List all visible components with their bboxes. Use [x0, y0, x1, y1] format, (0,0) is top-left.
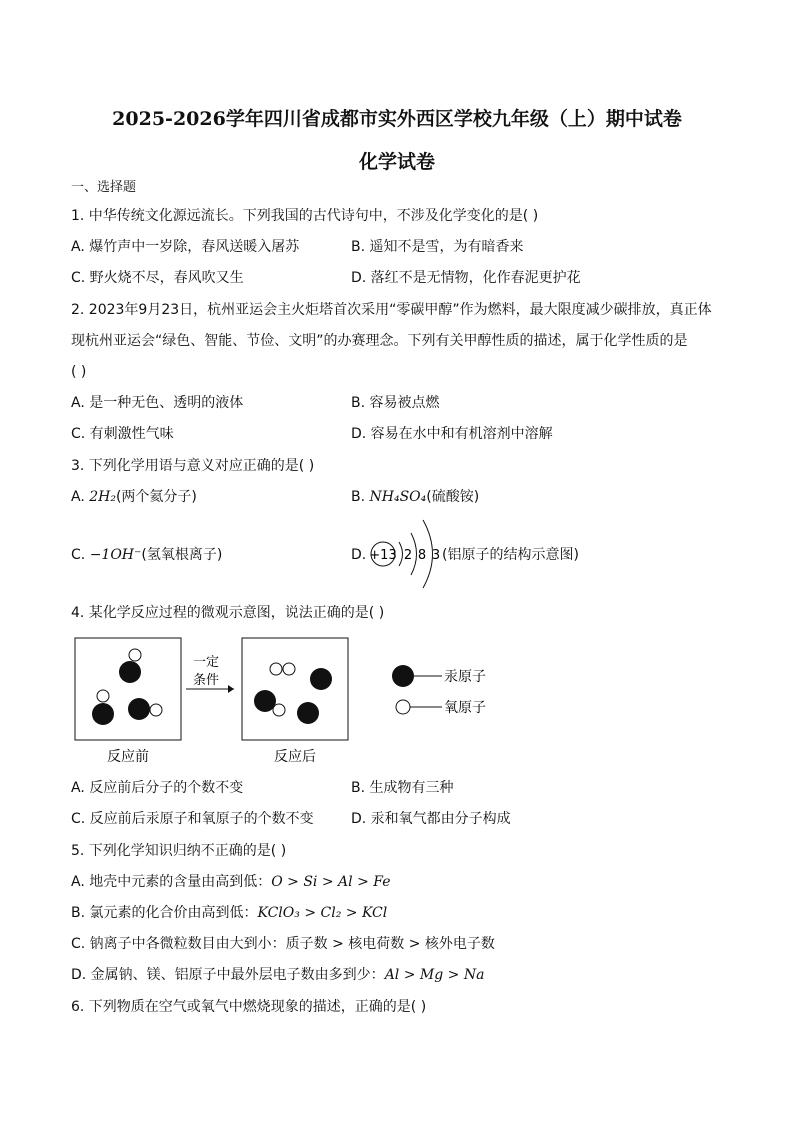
q1-option-b: B. 遥知不是雪，为有暗香来 [351, 239, 524, 255]
shell-2-electrons: 8 [417, 548, 427, 563]
option-letter: A. [71, 489, 90, 505]
oxygen-atom [97, 690, 109, 702]
mercury-atom [128, 698, 150, 720]
mercury-atom [310, 668, 332, 690]
arrow-head-icon [228, 685, 234, 693]
q2-stem-line2: 现杭州亚运会“绿色、智能、节俭、文明”的办赛理念。下列有关甲醇性质的描述，属于化学性质的是 [71, 333, 688, 349]
mercury-atom [297, 702, 319, 724]
exam-subtitle: 化学试卷 [358, 151, 435, 173]
q4-option-b: B. 生成物有三种 [351, 780, 454, 796]
formula: NH₄SO₄ [369, 489, 427, 505]
after-label: 反应后 [274, 749, 316, 765]
legend-oxygen-icon [396, 700, 410, 714]
oxygen-atom [273, 704, 285, 716]
q3-stem: 3. 下列化学用语与意义对应正确的是( ) [71, 458, 315, 474]
shell-1-electrons: 2 [403, 548, 413, 563]
q5-option-c: C. 钠离子中各微粒数目由大到小：质子数 > 核电荷数 > 核外电子数 [71, 936, 495, 952]
q4-option-a: A. 反应前后分子的个数不变 [71, 780, 244, 796]
oxygen-atom [270, 663, 282, 675]
q3-option-d-label: D. [351, 547, 367, 563]
formula: KClO₃ > Cl₂ > KCl [257, 905, 388, 921]
formula: O > Si > Al > Fe [271, 874, 391, 890]
q3-option-c [71, 545, 222, 565]
reaction-diagram [70, 630, 510, 770]
q2-stem-line3: ( ) [71, 364, 87, 380]
q5-stem: 5. 下列化学知识归纳不正确的是( ) [71, 843, 287, 859]
q6-stem: 6. 下列物质在空气或氧气中燃烧现象的描述，正确的是( ) [71, 999, 427, 1015]
q2-option-d: D. 容易在水中和有机溶剂中溶解 [351, 426, 553, 442]
condition-bottom: 条件 [192, 673, 220, 688]
q1-option-c: C. 野火烧不尽，春风吹又生 [71, 270, 244, 286]
formula: 2H₂ [89, 489, 116, 505]
oxygen-atom [150, 704, 162, 716]
q2-option-a: A. 是一种无色、透明的液体 [71, 395, 244, 411]
legend-oxygen-label: 氧原子 [444, 700, 486, 716]
q2-option-b: B. 容易被点燃 [351, 395, 440, 411]
q5-option-a [71, 872, 391, 892]
nucleus-charge: +13 [369, 548, 397, 563]
section-heading: 一、选择题 [71, 180, 137, 195]
q4-option-d: D. 汞和氧气都由分子构成 [351, 811, 511, 827]
formula: −1OH⁻ [89, 547, 142, 563]
option-letter: B. [351, 489, 370, 505]
q5-option-b [71, 903, 387, 923]
mercury-atom [119, 661, 141, 683]
shell-3-electrons: 3 [431, 548, 441, 563]
before-box [75, 638, 181, 740]
q3-option-d-text: (铝原子的结构示意图) [442, 547, 579, 563]
q1-option-d: D. 落红不是无情物，化作春泥更护花 [351, 270, 581, 286]
before-label: 反应前 [107, 749, 149, 765]
oxygen-atom [129, 649, 141, 661]
option-text: A. 地壳中元素的含量由高到低： [71, 874, 272, 890]
option-text: (硫酸铵) [426, 489, 480, 505]
legend-mercury-icon [392, 665, 414, 687]
legend-mercury-label: 汞原子 [444, 669, 486, 685]
formula: Al > Mg > Na [384, 967, 485, 983]
q1-option-a: A. 爆竹声中一岁除，春风送暖入屠苏 [71, 239, 300, 255]
q2-stem-line1: 2. 2023年9月23日，杭州亚运会主火炬塔首次采用“零碳甲醇”作为燃料，最大限度减少碳排放，真正体 [71, 302, 712, 318]
mercury-atom [92, 703, 114, 725]
oxygen-atom [283, 663, 295, 675]
condition-top: 一定 [192, 655, 220, 670]
after-box [242, 638, 348, 740]
option-text: D. 金属钠、镁、铝原子中最外层电子数由多到少： [71, 967, 385, 983]
q3-option-b [351, 487, 479, 507]
option-text: (两个氦分子) [115, 489, 197, 505]
q5-option-d [71, 965, 484, 985]
option-text: B. 氯元素的化合价由高到低： [71, 905, 258, 921]
q4-option-c: C. 反应前后汞原子和氧原子的个数不变 [71, 811, 314, 827]
exam-title: 2025-2026学年四川省成都市实外西区学校九年级（上）期中试卷 [112, 108, 682, 130]
q4-stem: 4. 某化学反应过程的微观示意图，说法正确的是( ) [71, 605, 385, 621]
q2-option-c: C. 有刺激性气味 [71, 426, 174, 442]
option-letter: C. [71, 547, 90, 563]
electron-shell-1 [399, 542, 403, 566]
q1-stem: 1. 中华传统文化源远流长。下列我国的古代诗句中，不涉及化学变化的是( ) [71, 208, 539, 224]
option-text: (氢氧根离子) [141, 547, 223, 563]
q3-option-a [71, 487, 197, 507]
